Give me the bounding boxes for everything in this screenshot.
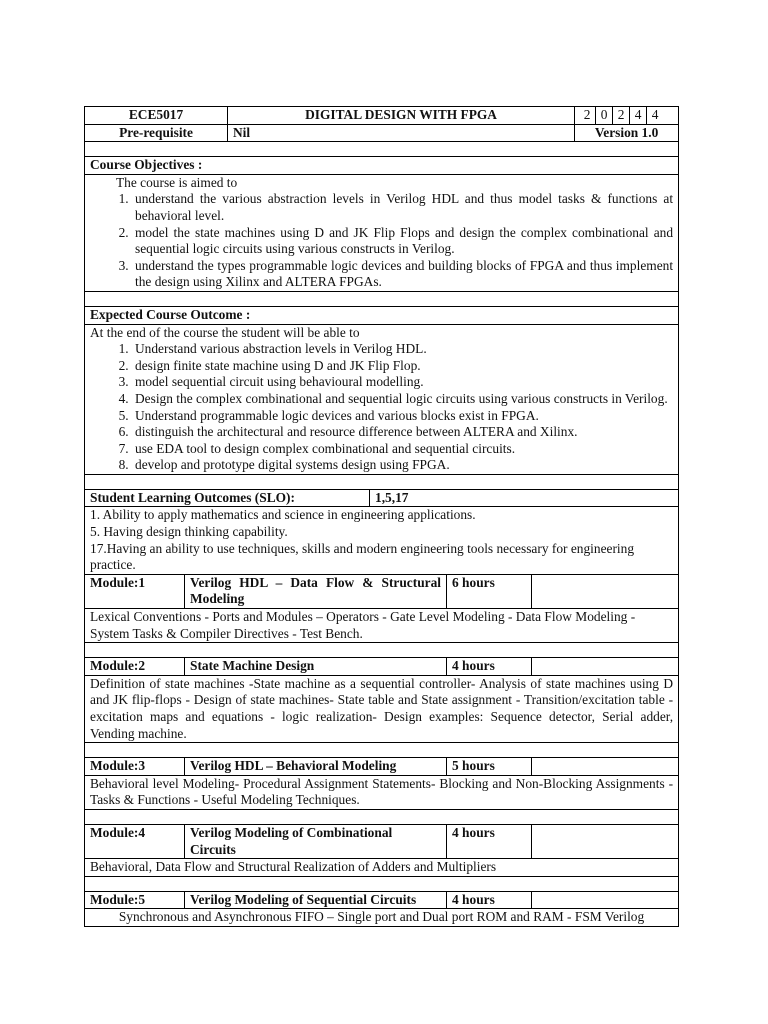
module-hours: 6 hours: [447, 574, 532, 608]
slo-value: 1,5,17: [370, 489, 679, 507]
credit-digit: 4: [629, 107, 646, 124]
header-row: [85, 107, 679, 125]
spacer-row: [85, 809, 679, 824]
objectives-intro: The course is aimed to: [116, 174, 238, 190]
list-item: 7. use EDA tool to design complex combinational and sequential circuits.: [132, 441, 673, 458]
outcomes-body-row: [85, 324, 679, 474]
module-hours: 4 hours: [447, 824, 532, 858]
credit-digit: 4: [646, 107, 663, 124]
course-code: ECE5017: [85, 107, 228, 125]
module-content-row: [85, 609, 679, 643]
credit-digit: 2: [583, 107, 591, 122]
module-title: Verilog Modeling of Combinational Circuits: [185, 824, 447, 858]
list-item: 6. distinguish the architectural and resource difference between ALTERA and Xilinx.: [132, 424, 673, 441]
module-content: Behavioral level Modeling- Procedural Assignment Statements- Blocking and Non-Blocking Assignments -Tasks & Functions - Useful Modeling Techniques.: [85, 775, 679, 809]
slo-item: 1. Ability to apply mathematics and science in engineering applications.: [90, 507, 476, 523]
module-content: Behavioral, Data Flow and Structural Realization of Adders and Multipliers: [85, 859, 679, 877]
module-hours: 4 hours: [447, 891, 532, 909]
module-content-row: [85, 859, 679, 877]
module-label: Module:2: [85, 658, 185, 676]
module-content-row: [85, 775, 679, 809]
slo-body: [85, 507, 679, 574]
module-label: Module:3: [85, 758, 185, 776]
slo-item: 5. Having design thinking capability.: [90, 524, 288, 540]
slo-body-row: [85, 507, 679, 574]
list-item: 5. Understand programmable logic devices and various blocks exist in FPGA.: [132, 408, 673, 425]
module-title: Verilog HDL – Data Flow & Structural Modeling: [185, 574, 447, 608]
spacer-row: [85, 291, 679, 306]
objectives-list: [90, 191, 673, 291]
objectives-heading: Course Objectives :: [85, 157, 679, 175]
version: Version 1.0: [575, 124, 679, 142]
module-header-row: [85, 574, 679, 608]
list-item: 3. model sequential circuit using behavioural modelling.: [132, 374, 673, 391]
module-title: State Machine Design: [185, 658, 447, 676]
module-header-row: [85, 891, 679, 909]
outcomes-heading: Expected Course Outcome :: [85, 306, 679, 324]
spacer-row: [85, 474, 679, 489]
outcomes-list: [90, 341, 673, 474]
prereq-value: Nil: [228, 124, 575, 142]
objectives-heading-row: [85, 157, 679, 175]
slo-row: [85, 489, 679, 507]
credit-digit: 2: [612, 107, 629, 124]
outcomes-intro: At the end of the course the student will be able to: [90, 324, 360, 340]
module-label: Module:5: [85, 891, 185, 909]
spacer-row: [85, 142, 679, 157]
objectives-body-row: [85, 174, 679, 291]
list-item: 1. Understand various abstraction levels in Verilog HDL.: [132, 341, 673, 358]
list-item: 1. understand the various abstraction levels in Verilog HDL and thus model tasks & functions at behavioral level.: [132, 191, 673, 224]
module-content: Definition of state machines -State machine as a sequential controller- Analysis of state machines using D and JK flip-flops - Design of state machines- State table and State assignment - Transition/excitation table - excitation maps and equations - logic realization- Design examples: Sequence detector, Serial adder, Vending machine.: [85, 675, 679, 742]
module-label: Module:1: [85, 574, 185, 608]
list-item: 2. design finite state machine using D and JK Flip Flop.: [132, 358, 673, 375]
outcomes-body: [85, 324, 679, 474]
list-item: 3. understand the types programmable logic devices and building blocks of FPGA and thus implement the design using Xilinx and ALTERA FPGAs.: [132, 258, 673, 291]
module-title: Verilog Modeling of Sequential Circuits: [185, 891, 447, 909]
slo-label: Student Learning Outcomes (SLO):: [85, 489, 370, 507]
outcomes-heading-row: [85, 306, 679, 324]
module-hours: 4 hours: [447, 658, 532, 676]
spacer-row: [85, 743, 679, 758]
module-header-row: [85, 658, 679, 676]
credit-digit: 0: [595, 107, 612, 124]
module-title: Verilog HDL – Behavioral Modeling: [185, 758, 447, 776]
module-header-row: [85, 758, 679, 776]
module-label: Module:4: [85, 824, 185, 858]
spacer-row: [85, 876, 679, 891]
list-item: 2. model the state machines using D and JK Flip Flops and design the complex combinational and sequential logic circuits using various constructs in Verilog.: [132, 225, 673, 258]
list-item: 8. develop and prototype digital systems design using FPGA.: [132, 457, 673, 474]
module-content: Lexical Conventions - Ports and Modules – Operators - Gate Level Modeling - Data Flow Modeling - System Tasks & Compiler Directives - Test Bench.: [85, 609, 679, 643]
prereq-label: Pre-requisite: [85, 124, 228, 142]
ltpjc-credits: [575, 107, 679, 125]
spacer-row: [85, 643, 679, 658]
module-content-row: [85, 675, 679, 742]
list-item: 4. Design the complex combinational and sequential logic circuits using various constructs in Verilog.: [132, 391, 673, 408]
slo-item: 17.Having an ability to use techniques, skills and modern engineering tools necessary for engineering practice.: [90, 540, 635, 573]
module-header-row: [85, 824, 679, 858]
syllabus-table: [84, 106, 679, 927]
prereq-row: [85, 124, 679, 142]
module-content: Synchronous and Asynchronous FIFO – Single port and Dual port ROM and RAM - FSM Verilog: [85, 909, 679, 927]
module-content-row: [85, 909, 679, 927]
course-title: DIGITAL DESIGN WITH FPGA: [228, 107, 575, 125]
module-hours: 5 hours: [447, 758, 532, 776]
objectives-body: [85, 174, 679, 291]
